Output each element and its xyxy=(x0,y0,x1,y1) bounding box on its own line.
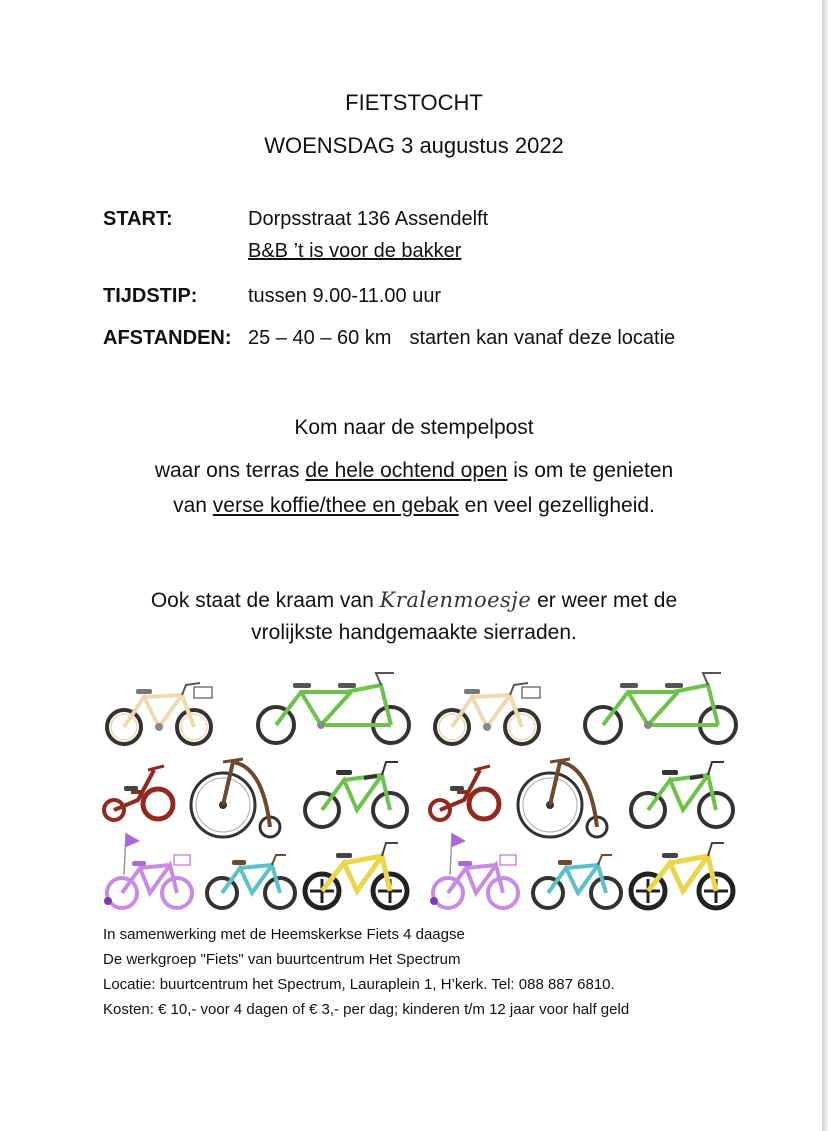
start-venue: B&B ’t is voor de bakker xyxy=(248,240,462,262)
footer-line2: De werkgroep "Fiets" van buurtcentrum Het Spectrum xyxy=(103,951,461,968)
time-value: tussen 9.00-11.00 uur xyxy=(248,285,442,307)
line2-underlined: de hele ochtend open xyxy=(305,459,508,482)
line2-post: is om te genieten xyxy=(507,459,674,482)
stamp-post-heading: Kom naar de stempelpost xyxy=(294,416,534,439)
footer-costs: Kosten: € 10,- voor 4 dagen of € 3,- per dag; kinderen t/m 12 jaar voor half geld xyxy=(103,1001,630,1018)
event-date: WOENSDAG 3 augustus 2022 xyxy=(264,133,564,158)
start-address: Dorpsstraat 136 Assendelft xyxy=(248,208,489,230)
market-pre: Ook staat de kraam van xyxy=(150,589,380,612)
brand-name: Kralenmoesje xyxy=(379,588,532,612)
red-tricycle-icon xyxy=(104,766,499,820)
page-edge xyxy=(822,0,828,1131)
time-label: TIJDSTIP: xyxy=(103,285,198,307)
line3-pre: van xyxy=(173,494,213,517)
green-tandem-bike-icon xyxy=(258,673,736,743)
line3-post: en veel gezelligheid. xyxy=(458,494,655,517)
distances-label: AFSTANDEN: xyxy=(103,327,232,349)
flyer-title: FIETSTOCHT xyxy=(345,90,483,115)
distances-value: 25 – 40 – 60 km xyxy=(248,327,392,349)
stamp-post-line3 xyxy=(0,494,828,518)
market-line2: vrolijkste handgemaakte sierraden. xyxy=(251,621,577,644)
market-post: er weer met de xyxy=(531,589,678,612)
line2-pre: waar ons terras xyxy=(154,459,306,482)
distances-line xyxy=(248,327,675,350)
footer-location: Locatie: buurtcentrum het Spectrum, Lauraplein 1, H’kerk. Tel: 088 887 6810. xyxy=(103,976,615,993)
distances-note: starten kan vanaf deze locatie xyxy=(409,327,676,349)
bicycles-illustration xyxy=(100,665,740,915)
line3-underlined: verse koffie/thee en gebak xyxy=(212,494,459,517)
start-label: START: xyxy=(103,208,173,230)
teal-kids-bike-icon xyxy=(207,855,621,908)
footer-line1: In samenwerking met de Heemskerkse Fiets 4 daagse xyxy=(103,926,465,943)
purple-kids-bike-icon xyxy=(104,833,518,908)
market-line1 xyxy=(0,588,828,613)
stamp-post-line2 xyxy=(0,459,828,483)
